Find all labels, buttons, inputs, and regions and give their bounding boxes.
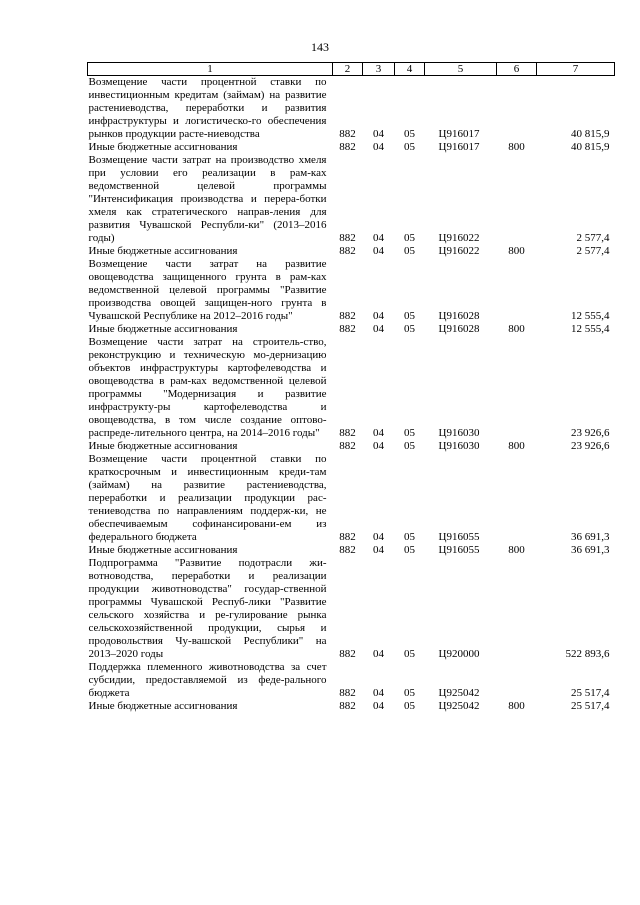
row-subsection-code: 05 (404, 128, 415, 140)
row-section-code: 04 (373, 440, 384, 452)
row-expense-type: 800 (508, 323, 525, 335)
row-subsection-code: 05 (404, 544, 415, 556)
column-header: 3 (363, 63, 395, 76)
row-ministry-code: 882 (339, 310, 356, 322)
row-subsection-code: 05 (404, 310, 415, 322)
row-expense-type (497, 336, 537, 440)
row-amount: 23 926,6 (571, 440, 610, 452)
row-target-article: Ц916017 (438, 128, 480, 140)
row-expense-type: 800 (508, 440, 525, 452)
row-section-code: 04 (373, 531, 384, 543)
table-row (88, 700, 615, 713)
row-name: Возмещение части затрат на производство хмеля при условии его реализации в рам-ках ведомственной целевой программы "Интенсификация производства и перера-ботки хмеля как стратегического направ-ления для развития Чувашской Республи-ки" (2013–2016 годы) (88, 154, 327, 244)
row-amount: 36 691,3 (571, 544, 610, 556)
row-target-article: Ц916055 (438, 531, 480, 543)
row-subsection-code: 05 (404, 232, 415, 244)
row-section-code: 04 (373, 310, 384, 322)
row-name: Иные бюджетные ассигнования (88, 440, 238, 452)
row-name: Иные бюджетные ассигнования (88, 544, 238, 556)
row-target-article: Ц920000 (438, 648, 480, 660)
row-section-code: 04 (373, 232, 384, 244)
row-expense-type (497, 661, 537, 700)
row-expense-type (497, 258, 537, 323)
row-expense-type (497, 453, 537, 544)
row-expense-type: 800 (508, 544, 525, 556)
header-row (88, 63, 615, 76)
column-header: 6 (497, 63, 537, 76)
row-section-code: 04 (373, 700, 384, 712)
table-row (88, 245, 615, 258)
row-section-code: 04 (373, 141, 384, 153)
row-amount: 40 815,9 (571, 128, 610, 140)
row-amount: 12 555,4 (571, 323, 610, 335)
row-expense-type (497, 76, 537, 142)
row-expense-type (497, 154, 537, 245)
row-name: Поддержка племенного животноводства за счет субсидии, предоставляемой из феде-рального бюджета (88, 661, 327, 699)
row-ministry-code: 882 (339, 544, 356, 556)
row-name: Иные бюджетные ассигнования (88, 141, 238, 153)
row-ministry-code: 882 (339, 531, 356, 543)
column-header: 7 (537, 63, 615, 76)
row-amount: 12 555,4 (571, 310, 610, 322)
row-target-article: Ц925042 (438, 687, 480, 699)
row-ministry-code: 882 (339, 440, 356, 452)
row-section-code: 04 (373, 648, 384, 660)
table-row (88, 440, 615, 453)
row-ministry-code: 882 (339, 427, 356, 439)
column-header: 5 (425, 63, 497, 76)
row-target-article: Ц916017 (438, 141, 480, 153)
row-name: Возмещение части затрат на развитие овощеводства защищенного грунта в рам-ках ведомственной целевой программы "Развитие производства овощей защищен-ного грунта в Чувашской Республике на 2012–2016 годы" (88, 258, 327, 322)
row-subsection-code: 05 (404, 440, 415, 452)
row-amount: 2 577,4 (576, 232, 610, 244)
row-amount: 522 893,6 (565, 648, 610, 660)
row-target-article: Ц925042 (438, 700, 480, 712)
row-target-article: Ц916022 (438, 245, 480, 257)
row-section-code: 04 (373, 544, 384, 556)
row-subsection-code: 05 (404, 245, 415, 257)
row-section-code: 04 (373, 128, 384, 140)
row-ministry-code: 882 (339, 687, 356, 699)
row-ministry-code: 882 (339, 141, 356, 153)
table-row (88, 323, 615, 336)
row-target-article: Ц916022 (438, 232, 480, 244)
table-row (88, 661, 615, 700)
table-row (88, 453, 615, 544)
row-name: Иные бюджетные ассигнования (88, 245, 238, 257)
table-row (88, 141, 615, 154)
row-ministry-code: 882 (339, 323, 356, 335)
row-target-article: Ц916028 (438, 323, 480, 335)
row-amount: 25 517,4 (571, 687, 610, 699)
row-amount: 2 577,4 (576, 245, 610, 257)
row-expense-type: 800 (508, 700, 525, 712)
row-section-code: 04 (373, 427, 384, 439)
column-header: 1 (88, 63, 333, 76)
row-expense-type: 800 (508, 245, 525, 257)
row-ministry-code: 882 (339, 648, 356, 660)
table-row (88, 154, 615, 245)
budget-table (87, 62, 615, 713)
row-ministry-code: 882 (339, 245, 356, 257)
row-amount: 40 815,9 (571, 141, 610, 153)
row-name: Подпрограмма "Развитие подотрасли жи-вотноводства, переработки и реализации продукции животноводства" государ-ственной программы Чувашской Респуб-лики "Развитие сельского хозяйства и ре-гулирование рынка сельскохозяйственной продукции, сырья и продовольствия Чу-вашской Республики" на 2013–2020 годы (88, 557, 327, 660)
column-header: 2 (333, 63, 363, 76)
row-target-article: Ц916030 (438, 427, 480, 439)
row-expense-type: 800 (508, 141, 525, 153)
row-subsection-code: 05 (404, 687, 415, 699)
table-row (88, 544, 615, 557)
row-name: Возмещение части процентной ставки по инвестиционным кредитам (займам) на развитие растениеводства, переработки и развития инфраструктуры и логистическо-го обеспечения рынков продукции расте-ниеводства (88, 76, 327, 140)
row-ministry-code: 882 (339, 232, 356, 244)
row-name: Иные бюджетные ассигнования (88, 700, 238, 712)
row-target-article: Ц916028 (438, 310, 480, 322)
row-subsection-code: 05 (404, 648, 415, 660)
table-row (88, 258, 615, 323)
row-amount: 36 691,3 (571, 531, 610, 543)
row-section-code: 04 (373, 687, 384, 699)
row-subsection-code: 05 (404, 531, 415, 543)
row-name: Возмещение части затрат на строитель-ство, реконструкцию и техническую мо-дернизацию объектов инфраструктуры картофелеводства и овощеводства в рам-ках ведомственной целевой программы "Модернизация и развитие инфраструкту-ры картофелеводства и овощеводства, в том числе создание оптово-распреде-лительного центра, на 2014–2016 годы" (88, 336, 327, 439)
row-subsection-code: 05 (404, 141, 415, 153)
row-amount: 23 926,6 (571, 427, 610, 439)
table-row (88, 76, 615, 142)
page-number: 143 (311, 40, 329, 54)
row-expense-type (497, 557, 537, 661)
row-name: Возмещение части процентной ставки по краткосрочным и инвестиционным креди-там (займам) на развитие растениеводства, переработки и реализации продукции рас-тениеводства по направлениям поддерж-ки, не обеспечиваемым софинансировани-ем из федерального бюджета (88, 453, 327, 543)
row-ministry-code: 882 (339, 700, 356, 712)
table-row (88, 336, 615, 440)
row-section-code: 04 (373, 245, 384, 257)
column-header: 4 (395, 63, 425, 76)
row-subsection-code: 05 (404, 700, 415, 712)
row-subsection-code: 05 (404, 323, 415, 335)
row-section-code: 04 (373, 323, 384, 335)
row-name: Иные бюджетные ассигнования (88, 323, 238, 335)
row-amount: 25 517,4 (571, 700, 610, 712)
row-target-article: Ц916055 (438, 544, 480, 556)
table-row (88, 557, 615, 661)
row-ministry-code: 882 (339, 128, 356, 140)
row-subsection-code: 05 (404, 427, 415, 439)
row-target-article: Ц916030 (438, 440, 480, 452)
